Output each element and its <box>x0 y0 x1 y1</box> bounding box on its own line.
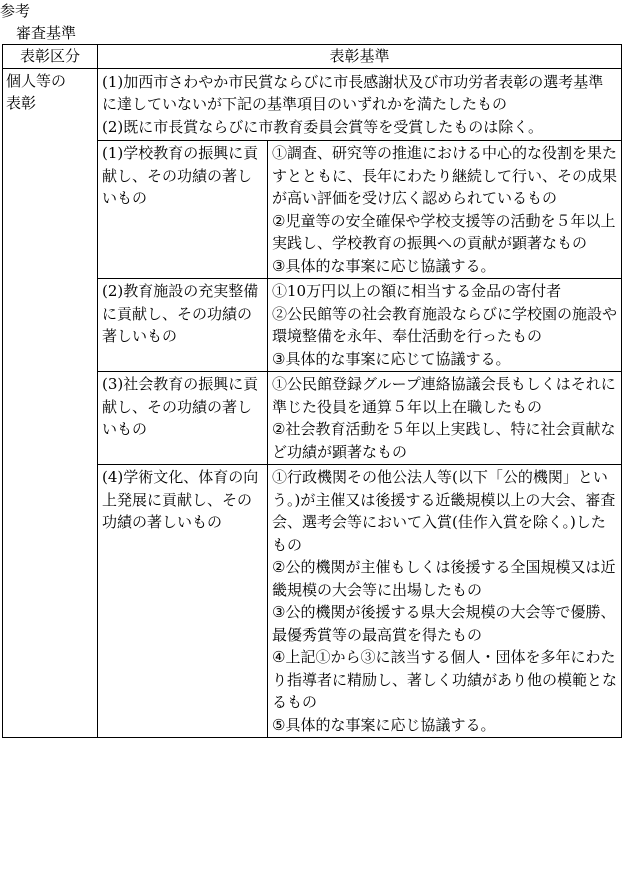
header-category: 表彰区分 <box>3 45 98 69</box>
intro-item: (2)既に市長賞ならびに市教育委員会賞等を受賞したものは除く。 <box>102 117 543 136</box>
page-heading: 参考 <box>0 2 31 20</box>
field-cell: (1)学校教育の振興に貢献し、その功績の著しいもの <box>98 141 268 279</box>
table-header-row <box>3 45 622 69</box>
header-criteria: 表彰基準 <box>98 45 622 69</box>
criteria-table <box>2 44 622 738</box>
intro-text <box>98 69 621 141</box>
sub-row <box>98 279 623 372</box>
sub-row <box>98 372 623 465</box>
table-row <box>3 68 622 738</box>
intro-item: (1)加西市さわやか市民賞ならびに市長感謝状及び市功労者表彰の選考基準に達していないが下記の基準項目のいずれかを満たしたもの <box>102 72 604 113</box>
field-cell: (2)教育施設の充実整備に貢献し、その功績の著しいもの <box>98 279 268 372</box>
sub-row <box>98 465 623 738</box>
field-cell: (4)学術文化、体育の向上発展に貢献し、その功績の著しいもの <box>98 465 268 738</box>
sub-row <box>98 141 623 279</box>
category-cell: 個人等の 表彰 <box>3 68 98 738</box>
criteria-subtable <box>97 140 622 737</box>
items-cell: ①10万円以上の額に相当する金品の寄付者 ②公民館等の社会教育施設ならびに学校園の施設や環境整備を永年、奉仕活動を行ったもの ③具体的な事案に応じて協議する。 <box>268 279 623 372</box>
criteria-cell <box>98 68 622 738</box>
items-cell: ①調査、研究等の推進における中心的な役割を果たすとともに、長年にわたり継続して行い、その成果が高い評価を受け広く認められているもの ②児童等の安全確保や学校支援等の活動を５年以上実践し、学校教育の振興への貢献が顕著なもの ③具体的な事案に応じ協議する。 <box>268 141 623 279</box>
items-cell: ①行政機関その他公法人等(以下「公的機関」という。)が主催又は後援する近畿規模以上の大会、審査会、選考会等において入賞(佳作入賞を除く。)したもの ②公的機関が主催もしくは後援する全国規模又は近畿規模の大会等に出場したもの ③公的機関が後援する県大会規模の大会等で優勝、最優秀賞等の最高賞を得たもの ④上記①から③に該当する個人・団体を多年にわたり指導者に精励し、著しく功績があり他の模範となるもの ⑤具体的な事案に応じ協議する。 <box>268 465 623 738</box>
field-cell: (3)社会教育の振興に貢献し、その功績の著しいもの <box>98 372 268 465</box>
items-cell: ①公民館登録グループ連絡協議会長もしくはそれに準じた役員を通算５年以上在職したもの ②社会教育活動を５年以上実践し、特に社会貢献など功績が顕著なもの <box>268 372 623 465</box>
page-subheading: 審査基準 <box>16 24 77 42</box>
